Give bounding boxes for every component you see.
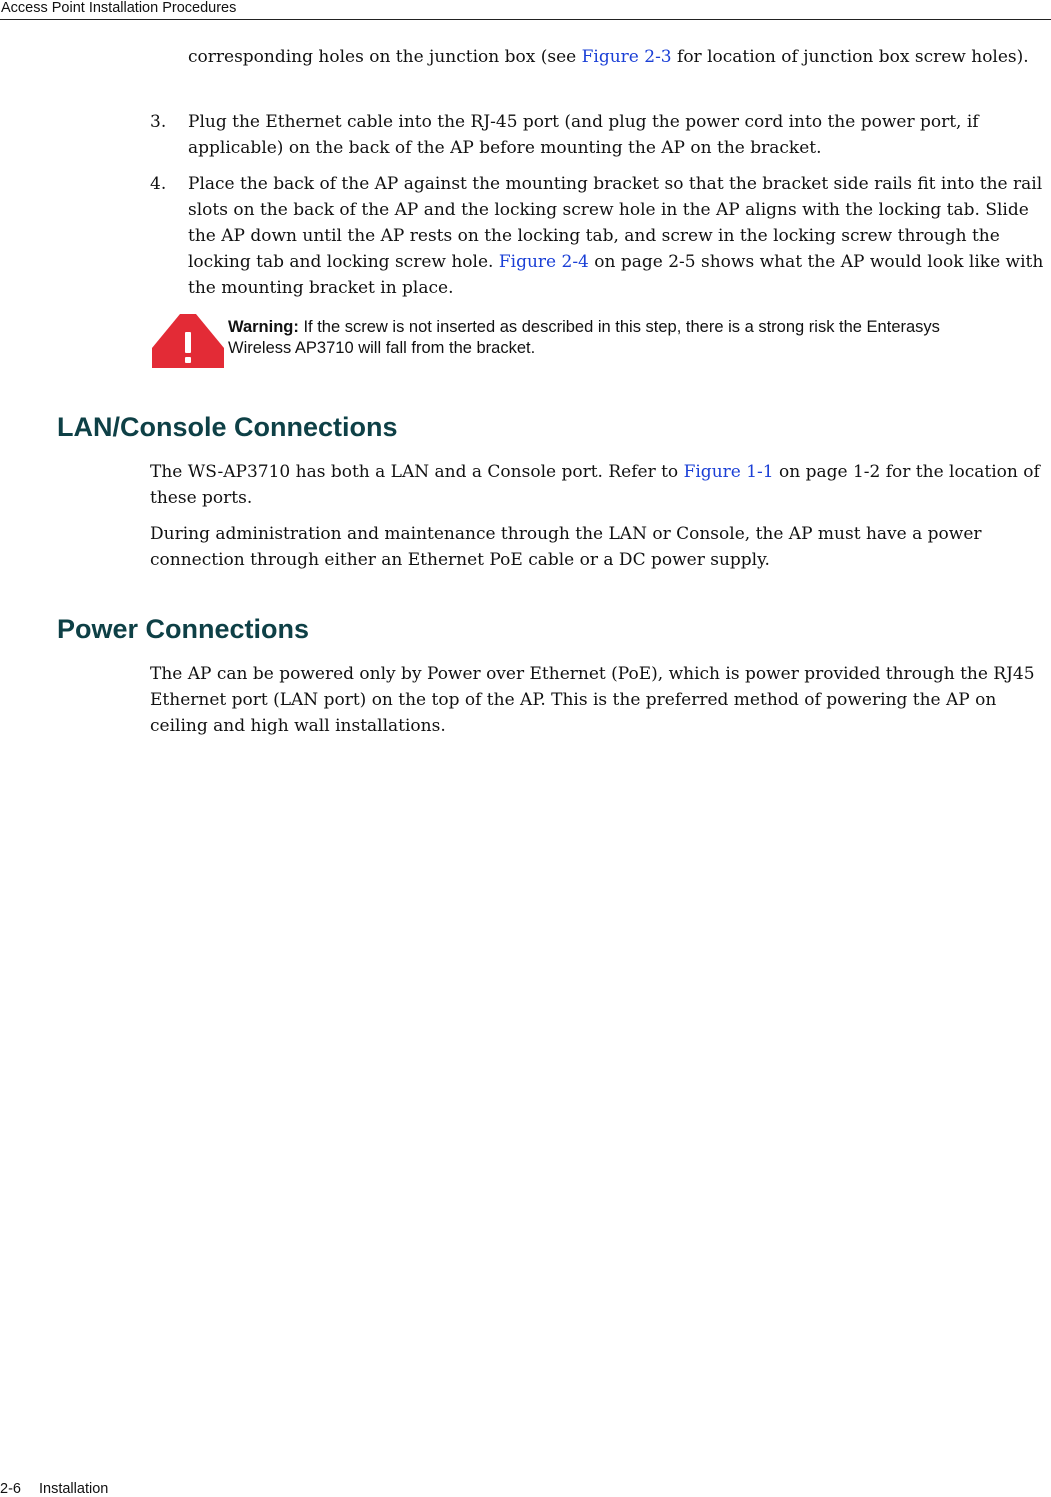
- warning-callout: [152, 314, 1002, 370]
- warning-text: [228, 317, 988, 359]
- power-paragraph-1: The AP can be powered only by Power over Ethernet (PoE), which is power provided through the RJ45 Ethernet port (LAN port) on the top of the AP. This is the preferred method of powering the AP on ceiling and high wall installations.: [150, 664, 1035, 736]
- step-4-text-end: on page 2-5 shows what the AP would look like with the mounting bracket in place.: [188, 252, 1044, 298]
- step-number: 3.: [150, 112, 167, 132]
- running-header: [0, 0, 1051, 20]
- lan-paragraph-2: During administration and maintenance through the LAN or Console, the AP must have a power connection through either an Ethernet PoE cable or a DC power supply.: [150, 524, 982, 570]
- warning-message: If the screw is not inserted as described in this step, there is a strong risk the Enterasys Wireless AP3710 will fall from the bracket.: [228, 318, 940, 357]
- step-number: 4.: [150, 174, 167, 194]
- footer-section: Installation: [39, 1481, 109, 1497]
- continuation-text-end: for location of junction box screw holes).: [671, 47, 1029, 67]
- running-footer: [0, 1481, 108, 1497]
- lan-paragraph-1: [150, 459, 1045, 511]
- page-number: 2-6: [0, 1481, 21, 1497]
- running-header-title: Access Point Installation Procedures: [1, 0, 237, 16]
- figure-2-3-link[interactable]: Figure 2-3: [581, 47, 672, 67]
- power-connections-heading: Power Connections: [57, 614, 310, 644]
- warning-icon: [152, 314, 224, 368]
- step-text: [188, 171, 1048, 301]
- continuation-text: corresponding holes on the junction box (see: [188, 47, 582, 67]
- step-4-text: Place the back of the AP against the mounting bracket so that the bracket side rails fit into the rail slots on the back of the AP and the locking screw hole in the AP aligns with the locking tab. Slide the AP down until the AP rests on the locking tab, and screw in the locking screw through the locking tab and locking screw hole.: [188, 174, 1043, 272]
- lan-console-heading: LAN/Console Connections: [57, 412, 398, 442]
- step-text: Plug the Ethernet cable into the RJ-45 port (and plug the power cord into the power port, if applicable) on the back of the AP before mounting the AP on the bracket.: [188, 112, 979, 158]
- figure-1-1-link[interactable]: Figure 1-1: [683, 462, 774, 482]
- warning-label: Warning:: [228, 318, 299, 336]
- figure-2-4-link[interactable]: Figure 2-4: [498, 252, 589, 272]
- continuation-paragraph: [188, 44, 1038, 70]
- lan-para1-text: The WS-AP3710 has both a LAN and a Console port. Refer to: [150, 462, 684, 482]
- lan-para1-text-end: on page 1-2 for the location of these ports.: [150, 462, 1040, 508]
